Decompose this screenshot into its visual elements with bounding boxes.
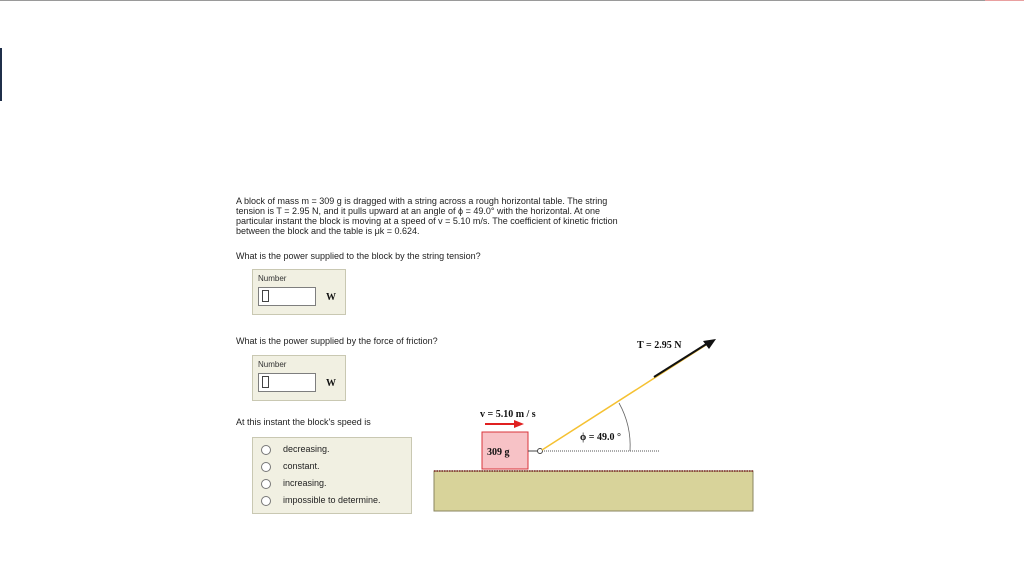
answer-2-caption: Number bbox=[258, 360, 287, 369]
choice-label: decreasing. bbox=[283, 444, 330, 454]
angle-arc bbox=[619, 403, 630, 451]
problem-line-3: particular instant the block is moving at a speed of v = 5.10 m/s. The coefficient of kinetic friction bbox=[236, 216, 618, 226]
velocity-arrow-head bbox=[514, 420, 524, 428]
angle-label: ϕ = 49.0 ° bbox=[580, 432, 621, 443]
table-surface bbox=[434, 471, 753, 511]
choice-label: increasing. bbox=[283, 478, 327, 488]
answer-2-unit: W bbox=[326, 378, 336, 389]
choice-label: constant. bbox=[283, 461, 320, 471]
block-mass-label: 309 g bbox=[487, 447, 510, 458]
answer-1-caption: Number bbox=[258, 274, 287, 283]
question-3-text: At this instant the block's speed is bbox=[236, 417, 371, 427]
problem-line-1: A block of mass m = 309 g is dragged with a string across a rough horizontal table. The string bbox=[236, 196, 608, 206]
velocity-label: v = 5.10 m / s bbox=[480, 409, 536, 420]
problem-line-2: tension is T = 2.95 N, and it pulls upward at an angle of ϕ = 49.0° with the horizontal. At one bbox=[236, 206, 601, 216]
tension-label: T = 2.95 N bbox=[637, 340, 682, 351]
choice-label: impossible to determine. bbox=[283, 495, 381, 505]
question-1-text: What is the power supplied to the block by the string tension? bbox=[236, 251, 481, 261]
problem-line-4: between the block and the table is μk = 0.624. bbox=[236, 226, 420, 236]
hook-knot bbox=[538, 449, 543, 454]
question-2-text: What is the power supplied by the force of friction? bbox=[236, 336, 438, 346]
answer-1-unit: W bbox=[326, 292, 336, 303]
